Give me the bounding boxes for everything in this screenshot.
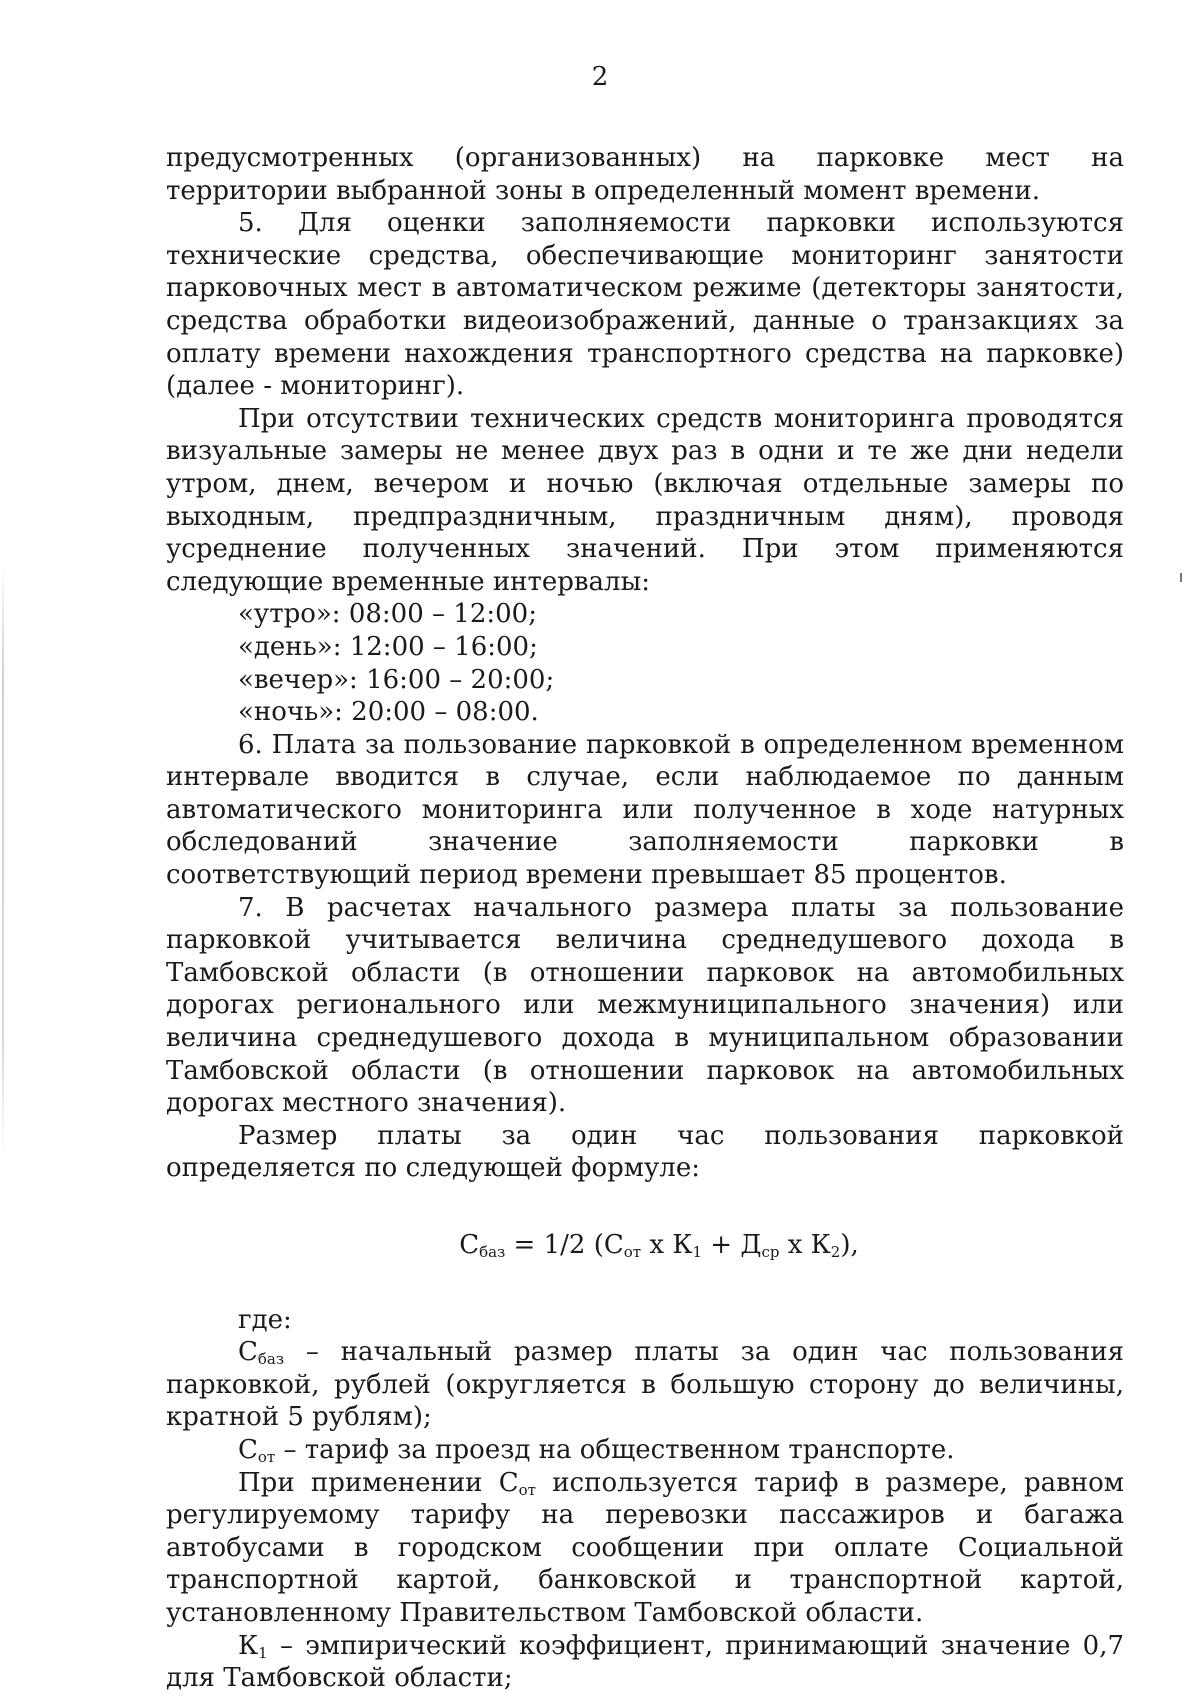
formula-eq: = 1/2 ( xyxy=(505,1230,604,1260)
scan-speck xyxy=(1180,573,1182,582)
formula xyxy=(166,1229,1124,1262)
formula-d: Д xyxy=(740,1230,762,1260)
symbol-ot-sub: от xyxy=(518,1480,536,1499)
symbol-baz-sub: баз xyxy=(257,1350,285,1369)
formula-times-1: х xyxy=(641,1230,673,1260)
scan-edge-shadow xyxy=(2,560,4,1160)
paragraph-7-formula-intro: Размер платы за один час пользования парковкой определяется по следующей формуле: xyxy=(166,1120,1124,1184)
formula-d-sub: ср xyxy=(761,1243,780,1261)
formula-plus: + xyxy=(701,1230,741,1260)
definition-c-baz xyxy=(166,1336,1124,1434)
formula-k2-sub: 2 xyxy=(830,1243,841,1261)
c-ot-usage-text: используется тариф в размере, равном регулируемому тарифу на перевозки пассажиров и багажа автобусами в городском сообщении при оплате Социальной транспортной картой, банковской и транспортной картой, установленному Правительством Тамбовской области. xyxy=(166,1467,1124,1628)
symbol-c: С xyxy=(238,1434,258,1465)
formula-k2: К xyxy=(810,1230,831,1260)
document-body xyxy=(166,142,1124,1695)
formula-k1-sub: 1 xyxy=(692,1243,702,1261)
interval-evening: «вечер»: 16:00 – 20:00; xyxy=(238,664,555,695)
formula-end: ), xyxy=(840,1230,859,1260)
definition-c-baz-text: – начальный размер платы за один час пользования парковкой, рублей (округляется в большую сторону до величины, кратной 5 рублям); xyxy=(166,1337,1124,1433)
interval-morning: «утро»: 08:00 – 12:00; xyxy=(238,599,537,630)
symbol-k: К xyxy=(238,1630,259,1661)
c-ot-usage-lead: При применении xyxy=(238,1467,499,1498)
definition-k1-text: – эмпирический коэффициент, принимающий значение 0,7 для Тамбовской области; xyxy=(166,1630,1124,1694)
formula-cot: С xyxy=(603,1230,624,1260)
where-label: где: xyxy=(238,1304,292,1335)
definition-c-ot-text: – тариф за проезд на общественном транспорте. xyxy=(275,1434,955,1465)
formula-c: С xyxy=(459,1230,480,1260)
symbol-ot-sub: от xyxy=(257,1447,276,1466)
paragraph-5: 5. Для оценки заполняемости парковки используются технические средства, обеспечивающие мониторинг занятости парковочных мест в автоматическом режиме (детекторы занятости, средства обработки видеоизображений, данные о транзакциях за оплату времени нахождения транспортного средства на парковке) (далее - мониторинг). xyxy=(166,208,1124,402)
definition-k1 xyxy=(166,1630,1124,1695)
paragraph-7: 7. В расчетах начального размера платы за пользование парковкой учитывается величина среднедушевого дохода в Тамбовской области (в отношении парковок на автомобильных дорогах регионального или межмуниципального значения) или величина среднедушевого дохода в муниципальном образовании Тамбовской области (в отношении парковок на автомобильных дорогах местного значения). xyxy=(166,892,1124,1119)
formula-cot-sub: от xyxy=(623,1243,642,1261)
formula-times-2: х xyxy=(779,1230,811,1260)
paragraph-c-ot-usage xyxy=(166,1467,1124,1630)
paragraph-5-visual: При отсутствии технических средств мониторинга проводятся визуальные замеры не менее двух раз в одни и те же дни недели утром, днем, вечером и ночью (включая отдельные замеры по выходным, предпраздничным, праздничным дням), проводя усреднение полученных значений. При этом применяются следующие временные интервалы: xyxy=(166,403,1124,597)
definition-c-ot xyxy=(166,1434,1124,1467)
paragraph-intro: предусмотренных (организованных) на парковке мест на территории выбранной зоны в определенный момент времени. xyxy=(166,143,1124,206)
paragraph-6: 6. Плата за пользование парковкой в определенном временном интервале вводится в случае, если наблюдаемое по данным автоматического мониторинга или полученное в ходе натурных обследований значение заполняемости парковки в соответствующий период времени превышает 85 процентов. xyxy=(166,729,1124,891)
symbol-c: С xyxy=(498,1467,519,1498)
formula-k1: К xyxy=(672,1230,693,1260)
symbol-one-sub: 1 xyxy=(258,1643,268,1662)
interval-night: «ночь»: 20:00 – 08:00. xyxy=(238,697,539,728)
interval-day: «день»: 12:00 – 16:00; xyxy=(238,631,538,662)
formula-c-sub: баз xyxy=(479,1243,506,1261)
page-number: 2 xyxy=(591,62,609,92)
symbol-c: С xyxy=(238,1337,258,1368)
